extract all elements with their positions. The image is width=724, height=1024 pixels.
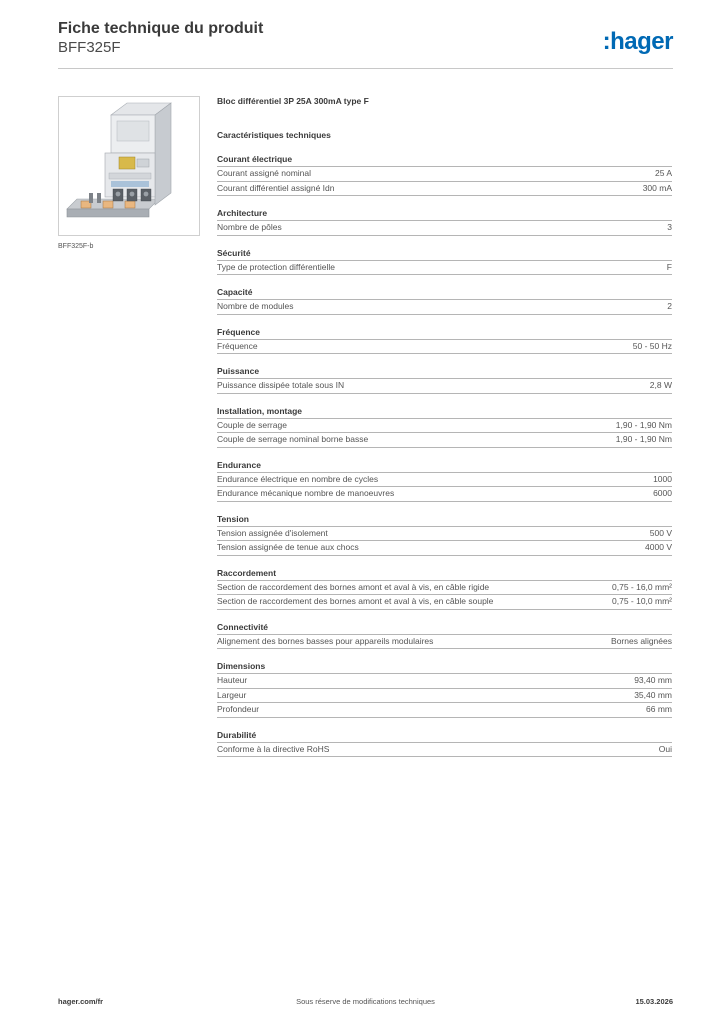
spec-section-title: Installation, montage: [217, 406, 672, 419]
spec-label: Section de raccordement des bornes amont et aval à vis, en câble souple: [217, 596, 494, 606]
spec-section-title: Connectivité: [217, 622, 672, 635]
spec-value: 35,40 mm: [634, 689, 672, 700]
spec-section: [217, 208, 672, 236]
spec-label: Section de raccordement des bornes amont et aval à vis, en câble rigide: [217, 581, 490, 592]
spec-label: Fréquence: [217, 340, 258, 351]
spec-row: [217, 261, 672, 276]
spec-section: [217, 460, 672, 502]
spec-section-title: Fréquence: [217, 327, 672, 340]
spec-label: Endurance électrique en nombre de cycles: [217, 473, 379, 484]
spec-section: [217, 154, 672, 196]
spec-label: Courant assigné nominal: [217, 168, 312, 178]
spec-row: [217, 581, 672, 596]
page-footer: [58, 997, 673, 1011]
spec-section-title: Durabilité: [217, 730, 672, 743]
footer-website: hager.com/fr: [58, 997, 104, 1006]
spec-label: Tension assignée d'isolement: [217, 527, 328, 538]
spec-label: Couple de serrage: [217, 419, 287, 430]
product-name: Bloc différentiel 3P 25A 300mA type F: [217, 96, 369, 106]
spec-value: 50 - 50 Hz: [632, 340, 672, 351]
spec-label: Couple de serrage nominal borne basse: [217, 434, 369, 444]
spec-section-title: Dimensions: [217, 661, 672, 674]
spec-section-title: Raccordement: [217, 568, 672, 581]
spec-value: 25 A: [654, 168, 672, 178]
page-header: [58, 20, 673, 70]
spec-section-title: Sécurité: [217, 248, 672, 261]
spec-value: 300 mA: [642, 182, 672, 193]
spec-label: Courant différentiel assigné Idn: [217, 182, 335, 193]
spec-value: 1,90 - 1,90 Nm: [615, 419, 672, 430]
spec-value: 500 V: [649, 527, 672, 538]
spec-row: [217, 379, 672, 394]
spec-section-title: Puissance: [217, 366, 672, 379]
spec-row: [217, 433, 672, 448]
spec-section: [217, 730, 672, 758]
spec-row: [217, 221, 672, 236]
spec-section-title: Endurance: [217, 460, 672, 473]
spec-section-title: Architecture: [217, 208, 672, 221]
spec-label: Nombre de modules: [217, 301, 294, 311]
spec-label: Nombre de pôles: [217, 222, 282, 232]
spec-row: [217, 674, 672, 689]
characteristics-heading: Caractéristiques techniques: [217, 130, 331, 140]
spec-section-title: Capacité: [217, 287, 672, 300]
spec-label: Endurance mécanique nombre de manoeuvres: [217, 488, 395, 498]
header-divider: [58, 68, 673, 69]
spec-row: [217, 541, 672, 556]
spec-row: [217, 167, 672, 182]
spec-value: 1000: [653, 473, 672, 484]
spec-section-title: Courant électrique: [217, 154, 672, 167]
spec-row: [217, 595, 672, 610]
footer-date: 15.03.2026: [635, 997, 673, 1006]
spec-section: [217, 287, 672, 315]
spec-row: [217, 340, 672, 355]
spec-row: [217, 487, 672, 502]
spec-value: 0,75 - 16,0 mm²: [612, 581, 672, 592]
spec-value: 2,8 W: [649, 380, 672, 390]
product-image: [58, 96, 200, 236]
footer-notice: Sous réserve de modifications techniques: [296, 997, 435, 1006]
document-title: Fiche technique du produit: [58, 20, 264, 37]
spec-section: [217, 406, 672, 448]
characteristics-sections: [217, 154, 672, 757]
differential-block-illustration: [59, 97, 199, 235]
spec-value: F: [666, 261, 672, 272]
spec-section: [217, 248, 672, 276]
spec-value: 66 mm: [646, 704, 672, 714]
technical-sheet: [217, 96, 672, 757]
spec-row: [217, 473, 672, 488]
spec-value: 3: [667, 222, 672, 232]
spec-label: Tension assignée de tenue aux chocs: [217, 542, 359, 552]
spec-row: [217, 300, 672, 315]
spec-label: Conforme à la directive RoHS: [217, 743, 330, 754]
spec-label: Largeur: [217, 689, 247, 700]
spec-row: [217, 527, 672, 542]
spec-value: Oui: [658, 743, 672, 754]
spec-label: Puissance dissipée totale sous IN: [217, 380, 345, 390]
spec-section: [217, 366, 672, 394]
spec-label: Profondeur: [217, 704, 260, 714]
spec-value: Bornes alignées: [611, 635, 672, 646]
spec-value: 0,75 - 10,0 mm²: [612, 596, 672, 606]
product-reference: BFF325F: [58, 39, 121, 56]
spec-section-title: Tension: [217, 514, 672, 527]
spec-section: [217, 514, 672, 556]
image-caption: BFF325F-b: [58, 243, 94, 250]
spec-row: [217, 419, 672, 434]
spec-section: [217, 622, 672, 650]
spec-row: [217, 182, 672, 197]
spec-section: [217, 327, 672, 355]
spec-row: [217, 743, 672, 758]
spec-value: 1,90 - 1,90 Nm: [615, 434, 672, 444]
spec-row: [217, 689, 672, 704]
spec-row: [217, 635, 672, 650]
spec-value: 93,40 mm: [634, 675, 672, 685]
spec-row: [217, 703, 672, 718]
spec-value: 6000: [653, 488, 672, 498]
spec-section: [217, 568, 672, 610]
spec-label: Type de protection différentielle: [217, 261, 335, 272]
spec-label: Hauteur: [217, 675, 248, 685]
hager-logo: :hager: [602, 28, 673, 55]
spec-value: 2: [667, 301, 672, 311]
spec-label: Alignement des bornes basses pour appareils modulaires: [217, 635, 434, 646]
spec-section: [217, 661, 672, 718]
spec-value: 4000 V: [645, 542, 672, 552]
